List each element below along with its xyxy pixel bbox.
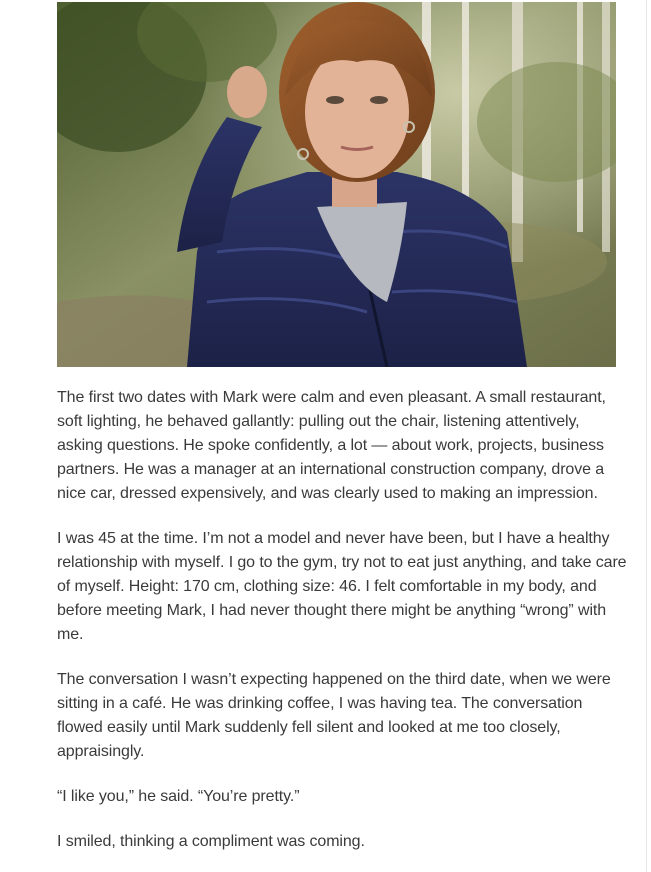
article-body [57,386,629,872]
paragraph-smile: I smiled, thinking a compliment was coming. [57,833,365,850]
article-photo [57,2,616,367]
paragraph-first-dates: The first two dates with Mark were calm and even pleasant. A small restaurant, soft lighting, he behaved gallantly: pulling out the chair, listening attentively, asking questions. He spoke confidently, a lot — about work, projects, business partners. He was a manager at an international construction company, drove a nice car, dressed expensively, and was clearly used to making an impression. [57,389,606,502]
paragraph-self-description: I was 45 at the time. I’m not a model and never have been, but I have a healthy relationship with myself. I go to the gym, try not to eat just anything, and take care of myself. Height: 170 cm, clothing size: 46. I felt comfortable in my body, and before meeting Mark, I had never thought there might be anything “wrong” with me. [57,530,627,643]
paragraph-dialogue: “I like you,” he said. “You’re pretty.” [57,788,300,805]
page-edge-divider [646,0,647,872]
paragraph-third-date: The conversation I wasn’t expecting happened on the third date, when we were sitting in a café. He was drinking coffee, I was having tea. The conversation flowed easily until Mark suddenly fell silent and looked at me too closely, appraisingly. [57,671,611,760]
